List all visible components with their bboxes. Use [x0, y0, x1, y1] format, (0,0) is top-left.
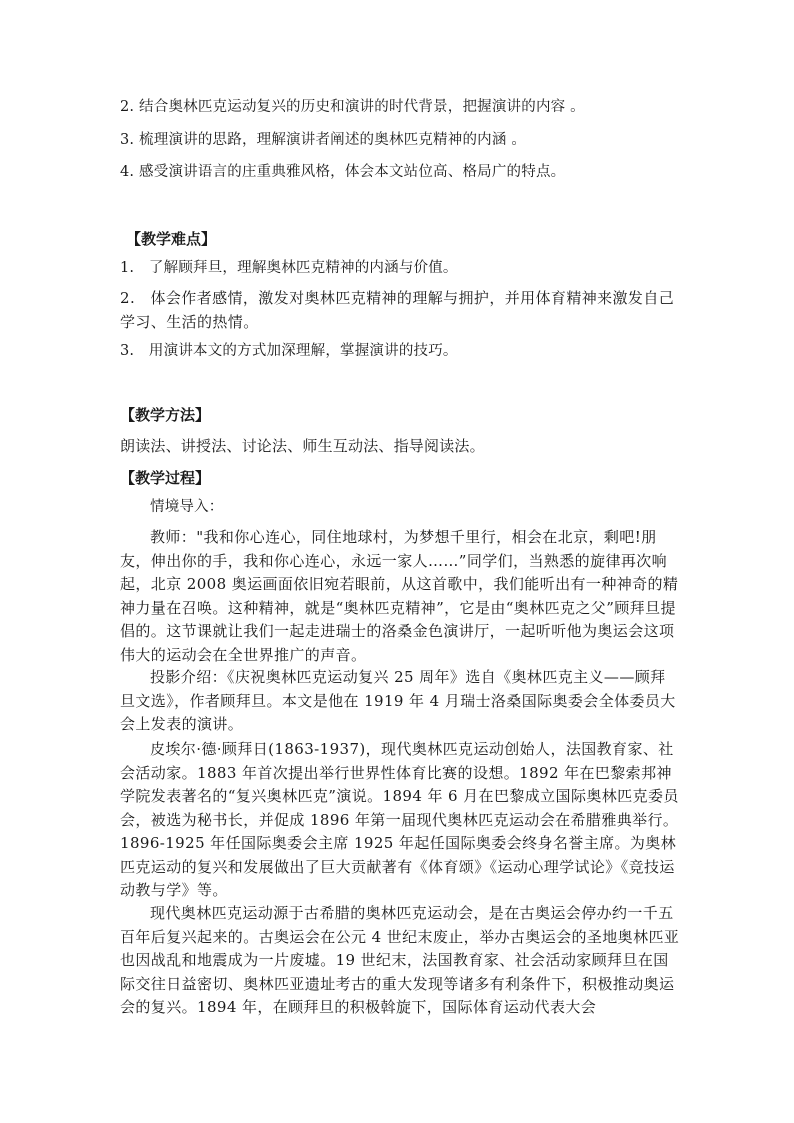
- objective-item-2: 2. 结合奥林匹克运动复兴的历史和演讲的时代背景，把握演讲的内容 。: [120, 99, 585, 115]
- methods-text: 朗读法、讲授法、讨论法、师生互动法、指导阅读法。: [120, 437, 485, 455]
- projection-paragraph: 投影介绍：《庆祝奥林匹克运动复兴 25 周年》选自《奥林匹克主义——顾拜旦文选》，作者顾拜旦。本文是他在 1919 年 4 月瑞士洛桑国际奥委会全体委员大会上发表的演讲。: [120, 668, 676, 733]
- difficulty-item-3: 3. 用演讲本文的方式加深理解，掌握演讲的技巧。: [120, 343, 458, 359]
- intro-paragraph: 教师："我和你心连心，同住地球村，为梦想千里行，相会在北京，剩吧!朋友，伸出你的手，我和你心连心，永远一家人……”同学们，当熟悉的旋律再次响起，北京 2008 奥运画面依旧宛若眼前，从这首歌中，我们能听出有一种神奇的精神力量在召唤。这种精神，就是“奥林匹克精神”，它是由“奥林匹克之父”顾拜旦提倡的。这节课就让我们一起走进瑞士的洛桑金色演讲厅，一起听听他为奥运会这项伟大的运动会在全世界推广的声音。: [120, 528, 679, 664]
- objective-item-3: 3. 梳理演讲的思路，理解演讲者阐述的奥林匹克精神的内涵 。: [120, 132, 527, 148]
- difficulty-item-2: 2. 体会作者感情，激发对奥林匹克精神的理解与拥护，并用体育精神来激发自己学习、生活的热情。: [120, 289, 675, 331]
- history-paragraph: 现代奥林匹克运动源于古希腊的奥林匹克运动会，是在古奥运会停办约一千五百年后复兴起来的。古奥运会在公元 4 世纪末废止，举办古奥运会的圣地奥林匹亚也因战乱和地震成为一片废墟。19 世纪末，法国教育家、社会活动家顾拜旦在国际交往日益密切、奥林匹亚遗址考古的重大发现等诸多有利条件下，积极推动奥运会的复兴。1894 年，在顾拜旦的积极斡旋下，国际体育运动代表大会: [120, 904, 680, 1016]
- difficulty-item-1: 1. 了解顾拜旦，理解奥林匹克精神的内涵与价值。: [120, 260, 458, 276]
- biography-paragraph: 皮埃尔·德·顾拜日(1863-1937)，现代奥林匹克运动创始人，法国教育家、社会活动家。1883 年首次提出举行世界性体育比赛的设想。1892 年在巴黎索邦神学院发表著名的“复兴奥林匹克”演说。1894 年 6 月在巴黎成立国际奥林匹克委员会，被选为秘书长，并促成 1896 年第一届现代奥林匹克运动会在希腊雅典举行。1896-1925 年任国际奥委会主席 1925 年起任国际奥委会终身名誉主席。为奥林匹克运动的复兴和发展做出了巨大贡献著有《体育颂》《运动心理学试论》《竞技运动教与学》等。: [120, 740, 679, 899]
- difficulties-heading: 【教学难点】: [126, 230, 217, 248]
- objective-item-4: 4. 感受演讲语言的庄重典雅风格，体会本文站位高、格局广的特点。: [120, 164, 566, 180]
- process-heading: 【教学过程】: [120, 469, 211, 487]
- methods-heading: 【教学方法】: [120, 406, 211, 424]
- intro-label: 情境导入：: [150, 499, 224, 515]
